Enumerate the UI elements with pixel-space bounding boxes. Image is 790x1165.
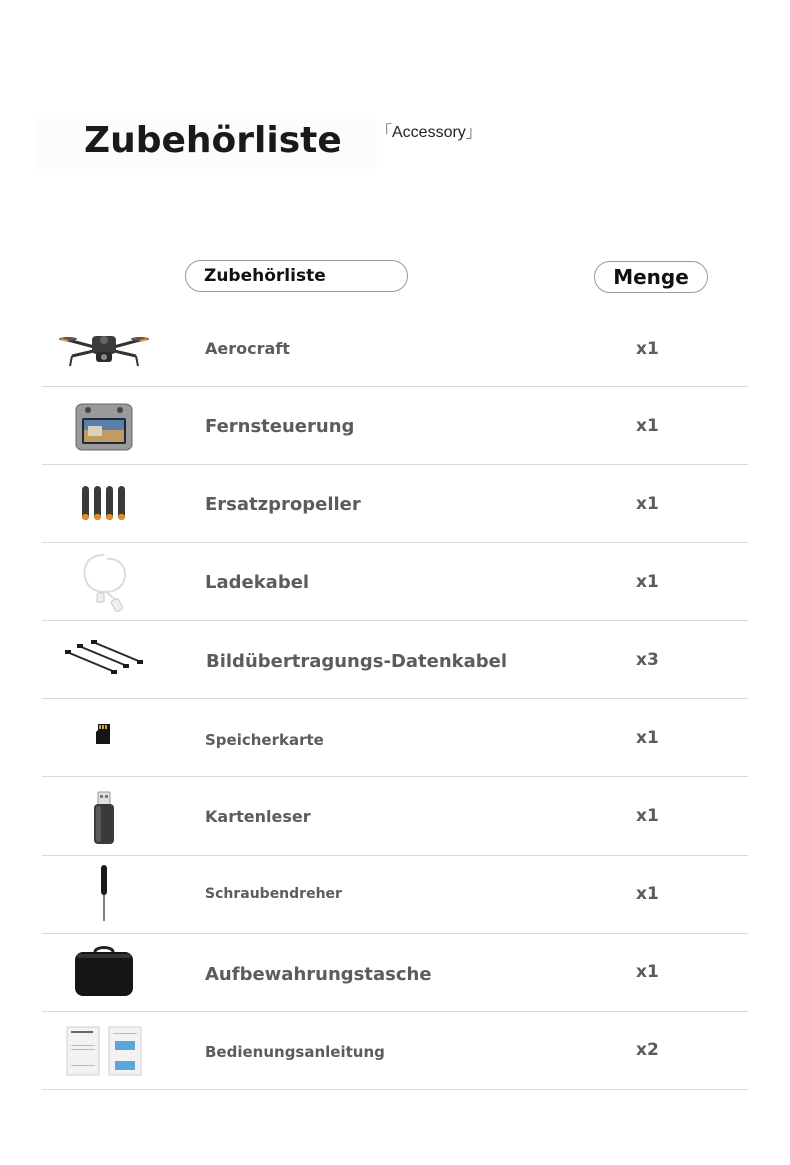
row-name: Speicherkarte xyxy=(205,731,324,749)
table-row xyxy=(42,777,748,856)
screwdriver-icon xyxy=(54,858,154,928)
propellers-icon xyxy=(54,469,154,539)
drone-icon xyxy=(54,313,154,383)
row-quantity: x1 xyxy=(636,416,659,436)
row-quantity: x1 xyxy=(636,339,659,359)
row-name: Aufbewahrungstasche xyxy=(205,964,432,985)
row-quantity: x1 xyxy=(636,728,659,748)
table-row xyxy=(42,1012,748,1090)
row-name: Ladekabel xyxy=(205,572,310,593)
row-name: Aerocraft xyxy=(205,339,290,358)
memory-card-icon xyxy=(54,699,154,769)
storage-case-icon xyxy=(54,937,154,1007)
table-row xyxy=(42,699,748,777)
table-row xyxy=(42,387,748,465)
table-row xyxy=(42,465,748,543)
table-row xyxy=(42,621,748,699)
page-title: Zubehörliste xyxy=(84,120,342,161)
row-quantity: x2 xyxy=(636,1040,659,1060)
row-name: Kartenleser xyxy=(205,807,311,826)
column-header-quantity: Menge xyxy=(594,261,708,293)
table-row xyxy=(42,309,748,387)
row-quantity: x1 xyxy=(636,806,659,826)
row-quantity: x1 xyxy=(636,494,659,514)
row-quantity: x1 xyxy=(636,962,659,982)
row-name: Schraubendreher xyxy=(205,886,342,902)
remote-controller-icon xyxy=(54,391,154,461)
data-cables-icon xyxy=(54,625,154,695)
row-quantity: x1 xyxy=(636,884,659,904)
row-name: Ersatzpropeller xyxy=(205,494,361,515)
row-name: Fernsteuerung xyxy=(205,416,355,437)
card-reader-icon xyxy=(54,783,154,853)
row-quantity: x1 xyxy=(636,572,659,592)
column-header-name: Zubehörliste xyxy=(185,260,408,292)
manual-icon xyxy=(54,1016,154,1086)
row-name: Bedienungsanleitung xyxy=(205,1043,385,1061)
row-name: Bildübertragungs-Datenkabel xyxy=(206,651,508,672)
table-row xyxy=(42,856,748,934)
page-subtitle: 「Accessory」 xyxy=(376,124,482,141)
charging-cable-icon xyxy=(54,547,154,617)
row-quantity: x3 xyxy=(636,650,659,670)
table-row xyxy=(42,543,748,621)
table-row xyxy=(42,934,748,1012)
